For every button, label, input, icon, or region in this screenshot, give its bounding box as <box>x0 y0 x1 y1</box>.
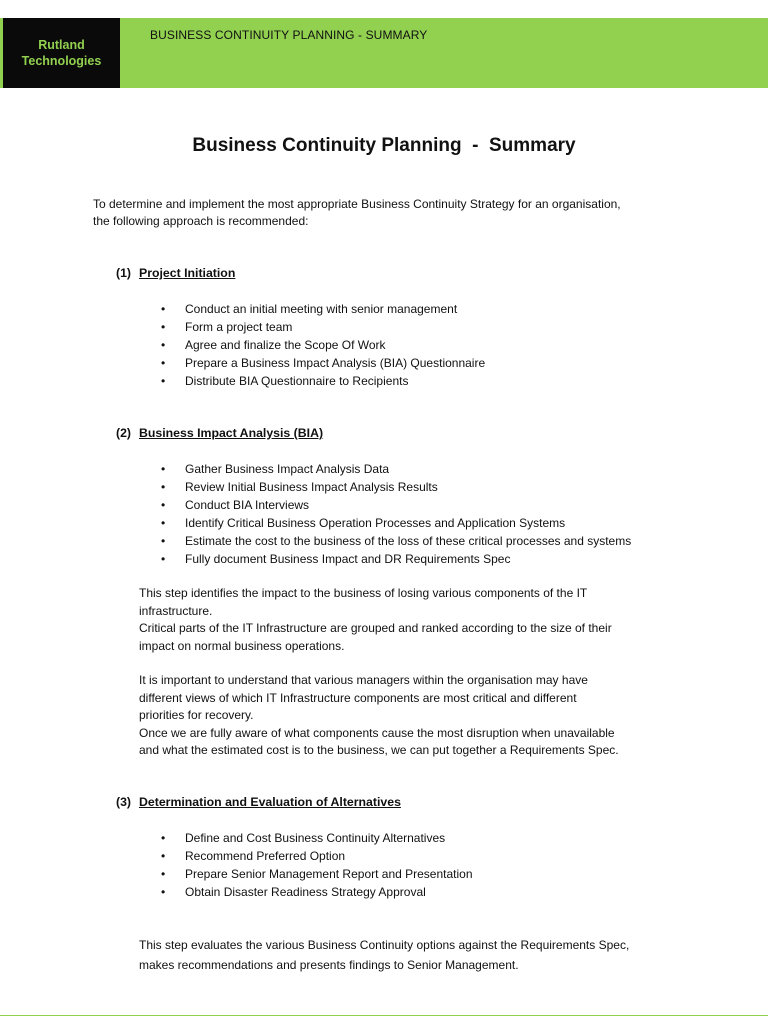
bullet-list-business-impact-analysis <box>0 460 631 568</box>
bullet-list-project-initiation <box>0 300 485 390</box>
section-title: Project Initiation <box>139 266 236 280</box>
bullet-icon: • <box>161 462 166 476</box>
bia-paragraph-1 <box>139 585 739 655</box>
list-item <box>0 883 473 901</box>
bullet-list-alternatives <box>0 829 473 901</box>
list-item <box>0 300 485 318</box>
intro-line: the following approach is recommended: <box>93 214 309 228</box>
list-item-text: Fully document Business Impact and DR Requirements Spec <box>185 552 511 566</box>
list-item <box>0 847 473 865</box>
paragraph-line: different views of which IT Infrastructure components are most critical and different <box>139 690 577 705</box>
section-number: (1) <box>116 266 132 280</box>
list-item-text: Obtain Disaster Readiness Strategy Approval <box>185 885 426 899</box>
bullet-icon: • <box>161 302 166 316</box>
header-title: BUSINESS CONTINUITY PLANNING - SUMMARY <box>150 28 428 42</box>
list-item <box>0 550 631 568</box>
list-item-text: Review Initial Business Impact Analysis Results <box>185 480 438 494</box>
bullet-icon: • <box>161 498 166 512</box>
paragraph-line: infrastructure. <box>139 603 213 618</box>
paragraph-line: This step evaluates the various Business Continuity options against the Requirements Spec, <box>139 938 630 952</box>
list-item <box>0 514 631 532</box>
bullet-icon: • <box>161 552 166 566</box>
bullet-icon: • <box>161 885 166 899</box>
bullet-icon: • <box>161 849 166 863</box>
section-heading-alternatives <box>116 795 401 809</box>
bullet-icon: • <box>161 480 166 494</box>
list-item-text: Conduct BIA Interviews <box>185 498 310 512</box>
paragraph-line: impact on normal business operations. <box>139 638 345 653</box>
list-item-text: Agree and finalize the Scope Of Work <box>185 338 386 352</box>
paragraph-line: Critical parts of the IT Infrastructure are grouped and ranked according to the size of their <box>139 621 612 635</box>
bullet-icon: • <box>161 831 166 845</box>
bullet-icon: • <box>161 867 166 881</box>
list-item <box>0 496 631 514</box>
bullet-icon: • <box>161 338 166 352</box>
list-item <box>0 372 485 390</box>
list-item-text: Estimate the cost to the business of the loss of these critical processes and systems <box>185 534 632 548</box>
list-item <box>0 318 485 336</box>
section-title: Determination and Evaluation of Alternatives <box>139 795 401 809</box>
paragraph-line: priorities for recovery. <box>139 708 254 722</box>
alternatives-paragraph <box>139 935 739 975</box>
bia-paragraph-2 <box>139 672 739 760</box>
logo-line-2: Technologies <box>21 54 102 68</box>
list-item <box>0 829 473 847</box>
section-heading-business-impact-analysis <box>116 426 323 440</box>
logo-line-1: Rutland <box>38 38 85 52</box>
section-number: (3) <box>116 795 132 809</box>
list-item-text: Conduct an initial meeting with senior management <box>185 302 458 316</box>
company-logo <box>3 18 120 88</box>
section-heading-project-initiation <box>116 266 235 280</box>
paragraph-line: makes recommendations and presents findings to Senior Management. <box>139 958 519 972</box>
section-title: Business Impact Analysis (BIA) <box>139 426 324 440</box>
bullet-icon: • <box>161 320 166 334</box>
list-item-text: Define and Cost Business Continuity Alternatives <box>185 831 446 845</box>
bullet-icon: • <box>161 516 166 530</box>
intro-line: To determine and implement the most appropriate Business Continuity Strategy for an organisation, <box>93 197 621 211</box>
list-item <box>0 532 631 550</box>
list-item <box>0 354 485 372</box>
list-item-text: Prepare Senior Management Report and Presentation <box>185 867 473 881</box>
footer-divider <box>0 1015 768 1016</box>
list-item <box>0 460 631 478</box>
intro-paragraph <box>93 196 733 230</box>
paragraph-line: Once we are fully aware of what components cause the most disruption when unavailable <box>139 725 615 740</box>
bullet-icon: • <box>161 356 166 370</box>
list-item <box>0 336 485 354</box>
list-item-text: Identify Critical Business Operation Processes and Application Systems <box>185 516 566 530</box>
document-title: Business Continuity Planning - Summary <box>192 135 576 156</box>
bullet-icon: • <box>161 534 166 548</box>
list-item-text: Prepare a Business Impact Analysis (BIA) Questionnaire <box>185 356 486 370</box>
list-item-text: Form a project team <box>185 320 293 334</box>
bullet-icon: • <box>161 374 166 388</box>
paragraph-line: This step identifies the impact to the business of losing various components of the IT <box>139 586 588 600</box>
list-item-text: Recommend Preferred Option <box>185 849 346 863</box>
list-item-text: Gather Business Impact Analysis Data <box>185 462 390 476</box>
section-number: (2) <box>116 426 132 440</box>
list-item <box>0 478 631 496</box>
list-item-text: Distribute BIA Questionnaire to Recipients <box>185 374 409 388</box>
paragraph-line: and what the estimated cost is to the business, we can put together a Requirements Spec. <box>139 743 619 757</box>
paragraph-line: It is important to understand that various managers within the organisation may have <box>139 673 588 687</box>
list-item <box>0 865 473 883</box>
